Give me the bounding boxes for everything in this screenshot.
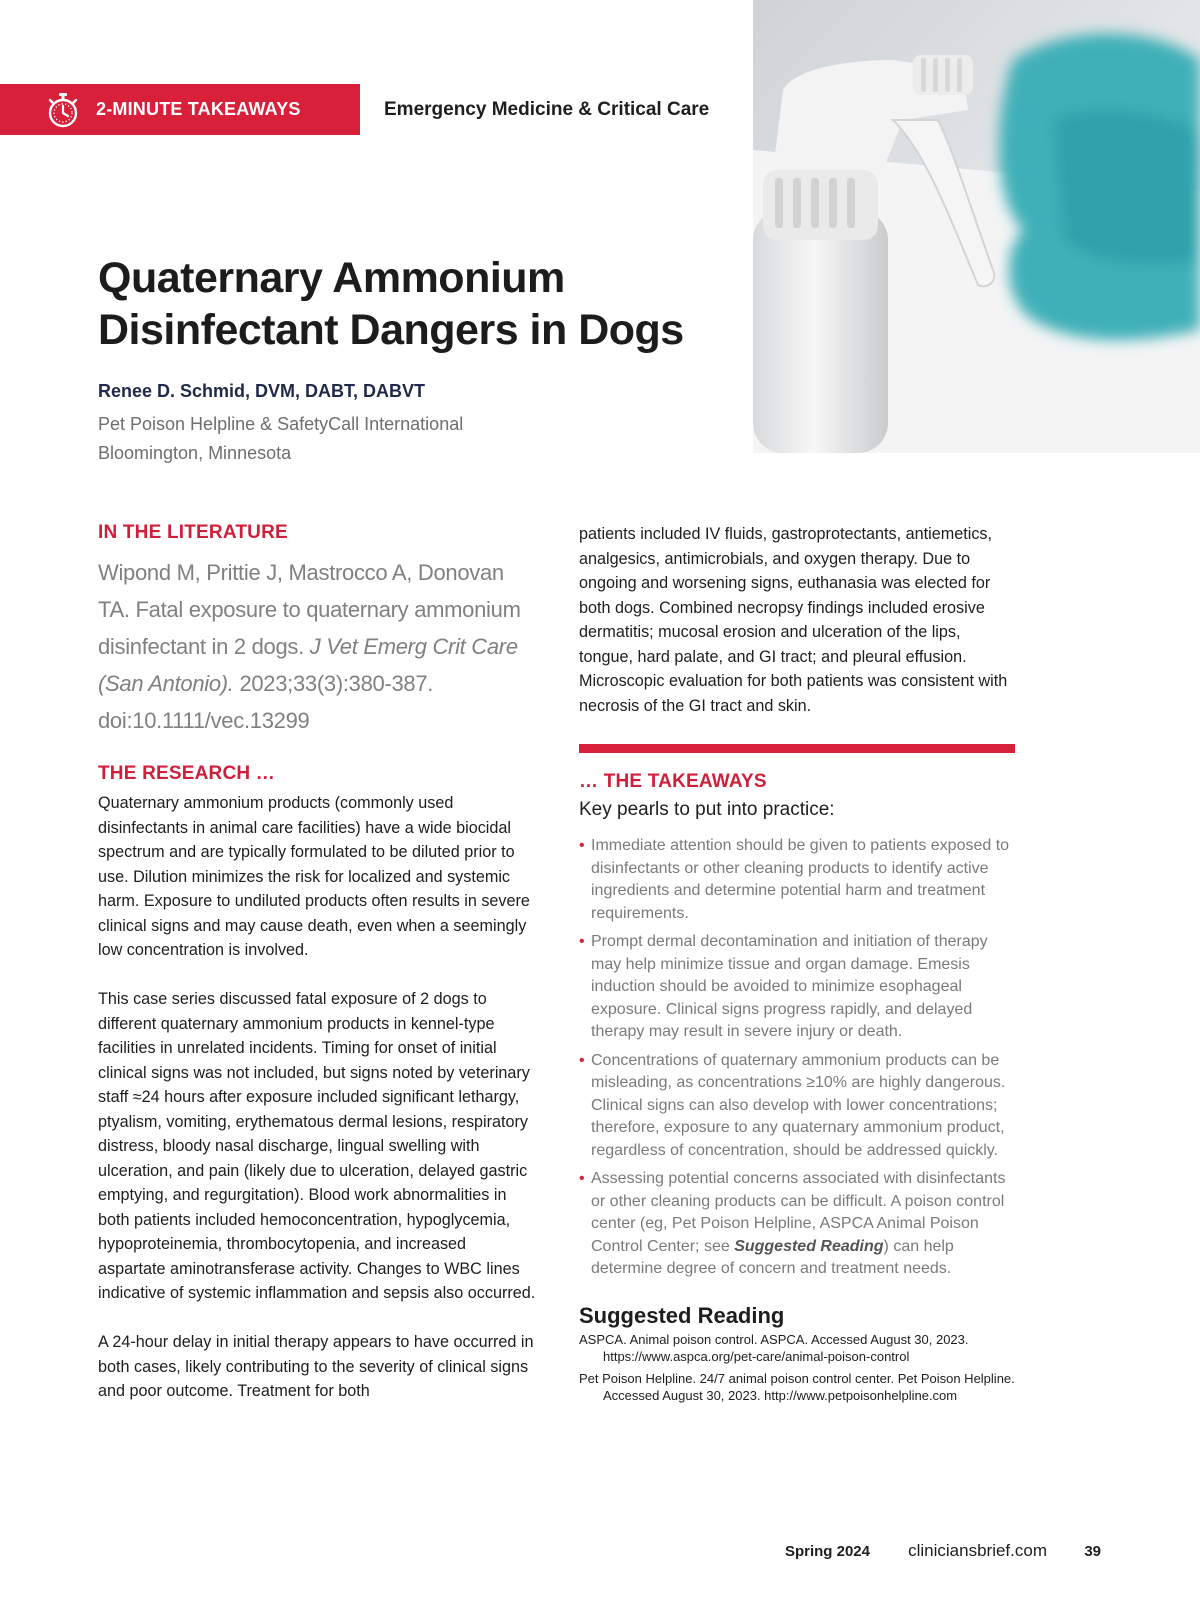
takeaway-text: Concentrations of quaternary ammonium products can be misleading, as concentrations ≥10% are highly dangerous. Clinical signs can also develop with lower concentrations; therefore, exposure to any quaternary ammonium product, regardless of concentration, should be addressed quickly. [591, 1051, 1006, 1159]
left-column [98, 522, 538, 1428]
research-heading: THE RESEARCH … [98, 763, 275, 784]
takeaways-subheading: Key pearls to put into practice: [579, 799, 835, 820]
reference-item: ASPCA. Animal poison control. ASPCA. Accessed August 30, 2023. https://www.aspca.org/pet-care/animal-poison-control [579, 1331, 969, 1364]
research-paragraph-1: Quaternary ammonium products (commonly used disinfectants in animal care facilities) have a wide biocidal spectrum and are typically formulated to be diluted prior to use. Dilution minimizes the risk for localized and systemic harm. Exposure to undiluted products often results in severe clinical signs and may cause death, even when a seemingly low concentration is involved. [98, 794, 530, 959]
title-line-2: Disinfectant Dangers in Dogs [98, 306, 684, 354]
suggested-reading-heading: Suggested Reading [579, 1302, 785, 1328]
site-name: cliniciansbrief.com [908, 1541, 1047, 1560]
list-item [579, 835, 1015, 925]
author-name: Renee D. Schmid, DVM, DABT, DABVT [98, 381, 426, 401]
bullet-icon: • [579, 837, 585, 854]
bullet-icon: • [579, 1170, 585, 1187]
page-footer [0, 1540, 1200, 1564]
research-paragraph-2: This case series discussed fatal exposure of 2 dogs to different quaternary ammonium products in kennel-type facilities in unrelated incidents. Timing for onset of initial clinical signs was not included, but signs noted by veterinary staff ≈24 hours after exposure included significant lethargy, ptyalism, vomiting, erythematous dermal lesions, respiratory distress, bloody nasal discharge, lingual swelling with ulceration, and pain (likely due to ulceration, delayed gastric emptying, and regurgitation). Blood work abnormalities in both patients included hemoconcentration, hypoglycemia, hypoproteinemia, thrombocytopenia, and increased aspartate aminotransferase activity. Changes to WBC lines indicative of systemic inflammation and sepsis also occurred. [98, 990, 536, 1302]
citation-journal: J Vet Emerg Crit Care (San Antonio). [98, 634, 518, 696]
citation-authors-title: Wipond M, Prittie J, Mastrocco A, Donovan TA. Fatal exposure to quaternary ammonium disinfectant in 2 dogs. [98, 560, 521, 659]
research-body [98, 791, 538, 1404]
literature-heading: IN THE LITERATURE [98, 522, 288, 543]
literature-citation [98, 554, 538, 739]
suggested-reading-list [579, 1331, 1015, 1405]
list-item [579, 1168, 1015, 1281]
takeaways-heading: … THE TAKEAWAYS [579, 771, 767, 792]
suggested-reading-reference: Suggested Reading [734, 1237, 884, 1255]
author-affiliation [98, 410, 463, 468]
research-paragraph-3: A 24-hour delay in initial therapy appears to have occurred in both cases, likely contributing to the severity of clinical signs and poor outcome. Treatment for both [98, 1333, 534, 1400]
takeaway-text: Immediate attention should be given to patients exposed to disinfectants or other cleaning products to identify active ingredients and determine potential harm and treatment requirements. [591, 837, 1010, 922]
bullet-icon: • [579, 1051, 585, 1069]
spray-bottle-photo [753, 0, 1200, 453]
takeaways-list [579, 835, 1015, 1281]
article-title [98, 252, 718, 356]
takeaways-divider [579, 744, 1015, 753]
issue-label: Spring 2024 [784, 1543, 870, 1560]
section-name: Emergency Medicine & Critical Care [384, 99, 710, 120]
title-line-1: Quaternary Ammonium [98, 254, 565, 302]
list-item [579, 1050, 1015, 1163]
takeaway-text-after: ) can help determine degree of concern and treatment needs. [591, 1237, 954, 1277]
bullet-icon: • [579, 933, 585, 950]
research-continuation: patients included IV fluids, gastroprotectants, antiemetics, analgesics, antimicrobials, and oxygen therapy. Due to ongoing and worsening signs, euthanasia was elected for both dogs. Combined necropsy findings included erosive dermatitis; mucosal erosion and ulceration of the lips, tongue, hard palate, and GI tract; and pleural effusion. Microscopic evaluation for both patients was consistent with necrosis of the GI tract and skin. [579, 525, 1008, 715]
right-column [579, 522, 1015, 1409]
affiliation-line-2: Bloomington, Minnesota [98, 443, 292, 463]
banner-label: 2-MINUTE TAKEAWAYS [96, 99, 301, 119]
list-item [579, 931, 1015, 1044]
takeaway-text: Prompt dermal decontamination and initiation of therapy may help minimize tissue and organ damage. Emesis induction should be avoided to minimize esophageal exposure. Clinical signs progress rapidly, and delayed therapy may result in severe injury or death. [591, 933, 988, 1040]
affiliation-line-1: Pet Poison Helpline & SafetyCall International [98, 414, 464, 434]
citation-details: 2023;33(3):380-387. doi:10.1111/vec.13299 [98, 671, 434, 733]
takeaway-text-before: Assessing potential concerns associated with disinfectants or other cleaning products can be difficult. A poison control center (eg, Pet Poison Helpline, ASPCA Animal Poison Control Center; see [591, 1170, 1006, 1255]
page-number: 39 [1084, 1543, 1101, 1560]
stopwatch-icon [46, 92, 80, 128]
takeaways-banner [0, 84, 360, 135]
reference-item: Pet Poison Helpline. 24/7 animal poison control center. Pet Poison Helpline. Accessed August 30, 2023. http://www.petpoisonhelpline.com [579, 1370, 1015, 1403]
